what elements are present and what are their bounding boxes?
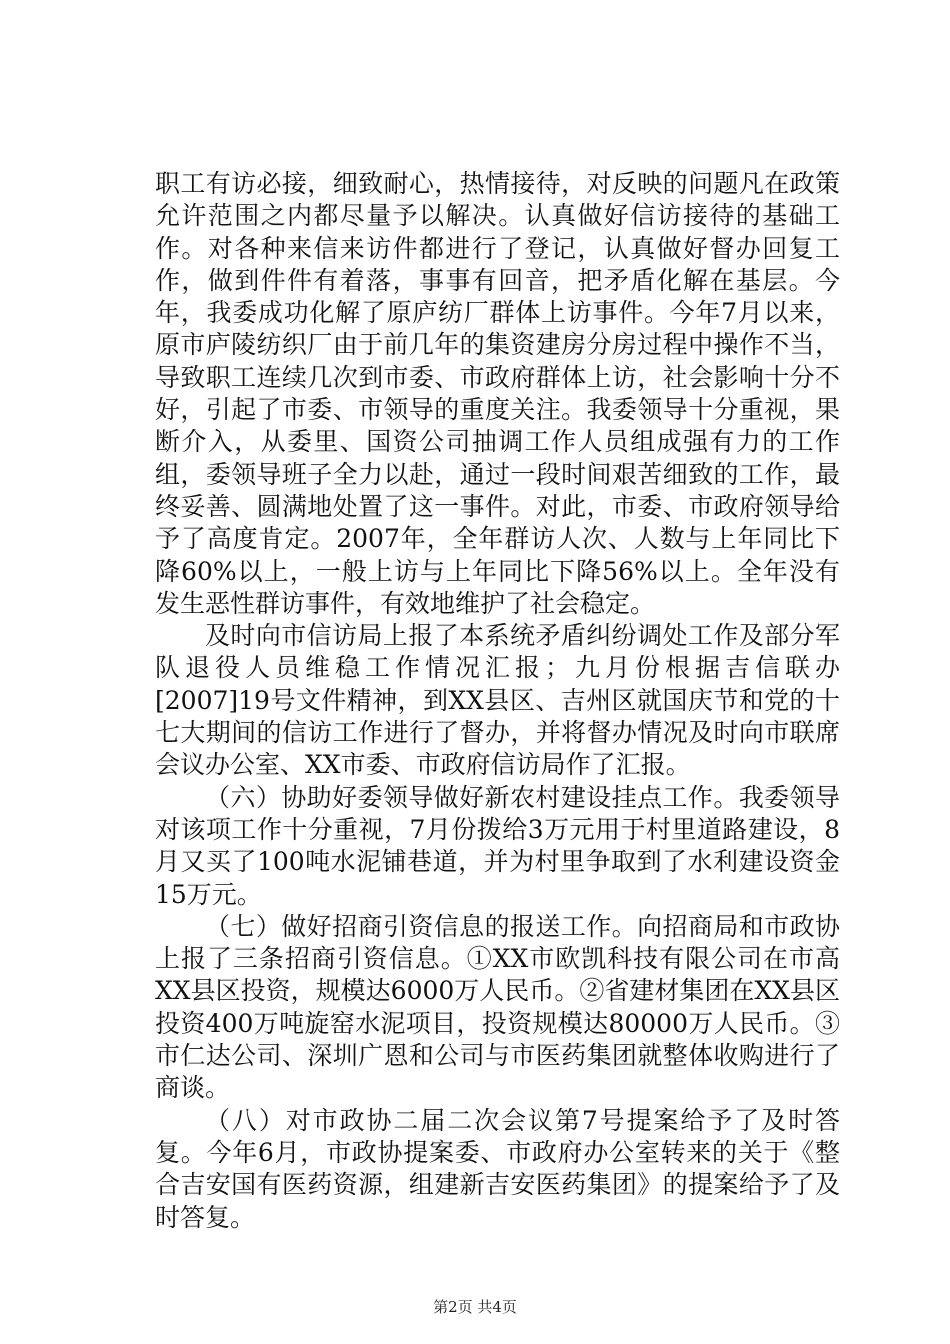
- paragraph-section-7: （七）做好招商引资信息的报送工作。向招商局和市政协上报了三条招商引资信息。①XX市欧凯科技有限公司在市高XX县区投资，规模达6000万人民币。②省建材集团在XX县区投资400万吨旋窑水泥项目，投资规模达80000万人民币。③市仁达公司、深圳广恩和公司与市医药集团就整体收购进行了商谈。: [155, 911, 840, 1103]
- paragraph-section-8: （八）对市政协二届二次会议第7号提案给予了及时答复。今年6月，市政协提案委、市政府办公室转来的关于《整合吉安国有医药资源，组建新吉安医药集团》的提案给予了及时答复。: [155, 1105, 840, 1232]
- document-body: [155, 168, 840, 1234]
- paragraph-section-6: （六）协助好委领导做好新农村建设挂点工作。我委领导对该项工作十分重视，7月份拨给3万元用于村里道路建设，8月又买了100吨水泥铺巷道，并为村里争取到了水利建设资金15万元。: [155, 782, 840, 909]
- page-footer: [0, 1296, 950, 1317]
- paragraph-continued: 职工有访必接，细致耐心，热情接待，对反映的问题凡在政策允许范围之内都尽量予以解决。认真做好信访接待的基础工作。对各种来信来访件都进行了登记，认真做好督办回复工作，做到件件有着落，事事有回音，把矛盾化解在基层。今年，我委成功化解了原庐纺厂群体上访事件。今年7月以来，原市庐陵纺织厂由于前几年的集资建房分房过程中操作不当，导致职工连续几次到市委、市政府群体上访，社会影响十分不好，引起了市委、市领导的重度关注。我委领导十分重视，果断介入，从委里、国资公司抽调工作人员组成强有力的工作组，委领导班子全力以赴，通过一段时间艰苦细致的工作，最终妥善、圆满地处置了这一事件。对此，市委、市政府领导给予了高度肯定。2007年，全年群访人次、人数与上年同比下降60%以上，一般上访与上年同比下降56%以上。全年没有发生恶性群访事件，有效地维护了社会稳定。: [155, 169, 840, 618]
- paragraph-petition-report: 及时向市信访局上报了本系统矛盾纠纷调处工作及部分军队退役人员维稳工作情况汇报；九月份根据吉信联办[2007]19号文件精神，到XX县区、吉州区就国庆节和党的十七大期间的信访工作进行了督办，并将督办情况及时向市联席会议办公室、XX市委、市政府信访局作了汇报。: [155, 621, 840, 780]
- page-number-label: 第2页 共4页: [433, 1298, 517, 1316]
